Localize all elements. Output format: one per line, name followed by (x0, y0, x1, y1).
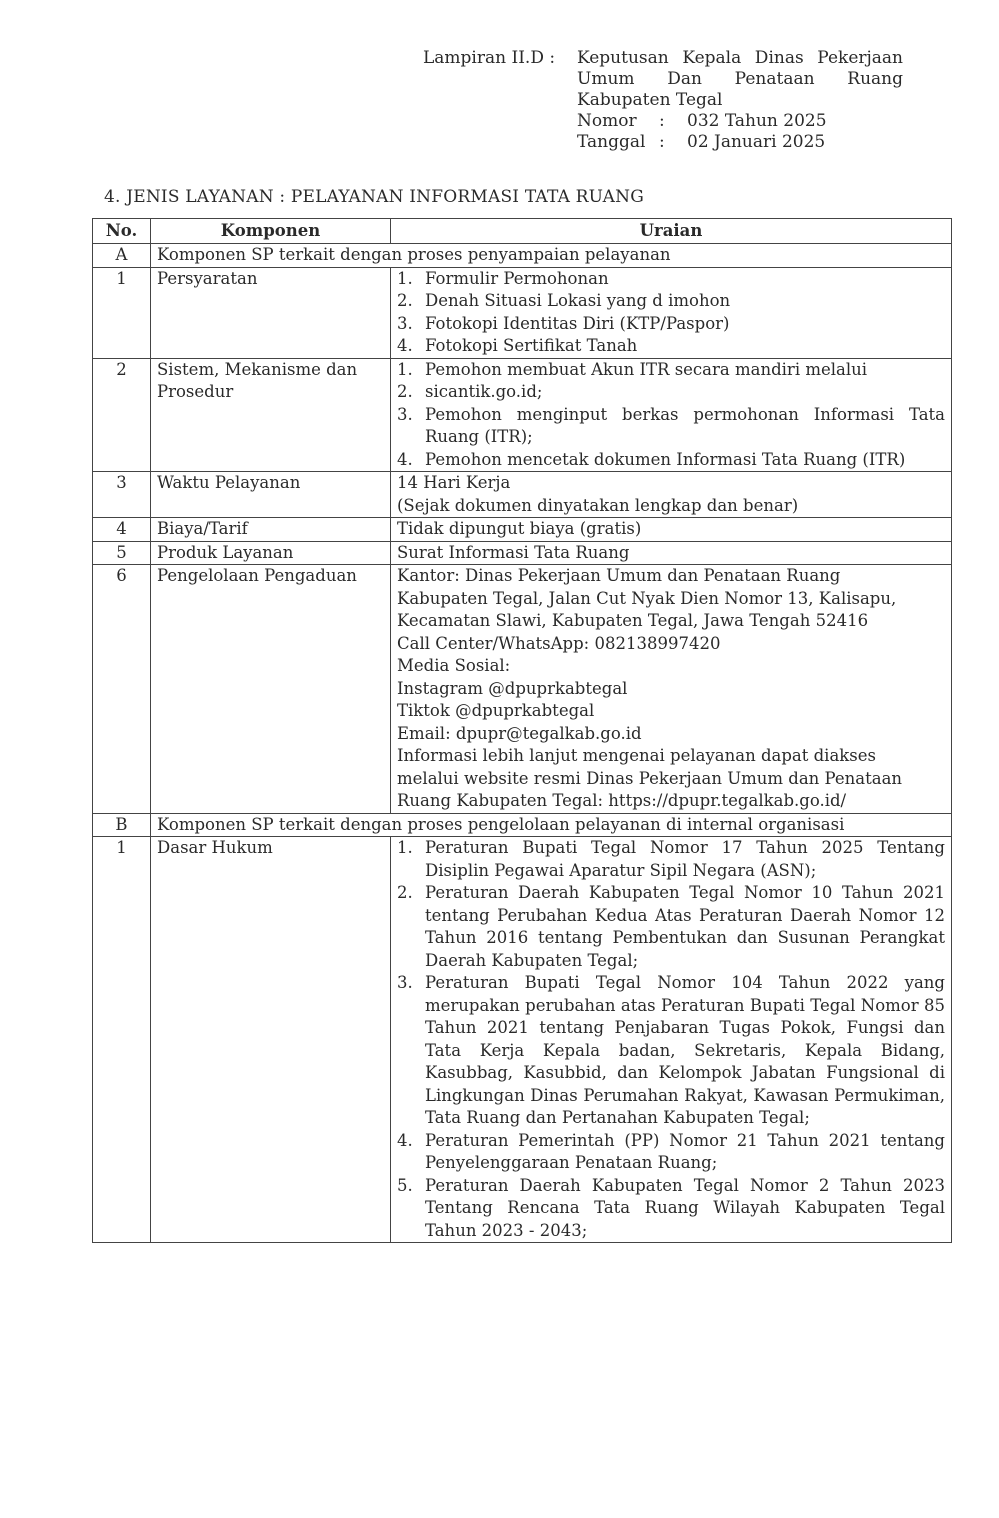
row-number: 2 (93, 358, 151, 472)
list-item-number: 2. (397, 382, 413, 401)
row-number: 5 (93, 541, 151, 565)
uraian-line: Kantor: Dinas Pekerjaan Umum dan Penataan Ruang (397, 566, 841, 585)
list-item-text: Pemohon mencetak dokumen Informasi Tata Ruang (ITR) (425, 449, 906, 469)
uraian-line: Media Sosial: (397, 656, 511, 675)
group-label: Komponen SP terkait dengan proses pengelolaan pelayanan di internal organisasi (151, 813, 952, 837)
uraian-line: Instagram @dpuprkabtegal (397, 678, 628, 698)
list-item-number: 4. (397, 336, 413, 355)
list-item (397, 837, 945, 882)
row-number: 6 (93, 565, 151, 814)
row-komponen: Pengelolaan Pengaduan (151, 565, 391, 814)
row-komponen: Sistem, Mekanisme dan Prosedur (151, 358, 391, 472)
table-row (93, 518, 952, 542)
row-uraian (391, 518, 952, 542)
list-item (397, 1175, 945, 1243)
uraian-line: Ruang Kabupaten Tegal: https://dpupr.tegalkab.go.id/ (397, 791, 847, 810)
list-item-number: 4. (397, 1130, 413, 1150)
row-komponen: Biaya/Tarif (151, 518, 391, 542)
uraian-line: Surat Informasi Tata Ruang (397, 542, 630, 562)
group-row-b (93, 813, 952, 837)
document-header (423, 48, 903, 153)
nomor-value: 032 Tahun 2025 (687, 111, 827, 131)
tanggal-row (423, 132, 903, 153)
list-item-text: Denah Situasi Lokasi yang d imohon (425, 291, 731, 310)
table-row (93, 837, 952, 1243)
table-row (93, 541, 952, 565)
tanggal-label: Tanggal (577, 132, 646, 152)
list-item (397, 359, 945, 382)
list-item-text: sicantik.go.id; (425, 382, 543, 401)
uraian-line: (Sejak dokumen dinyatakan lengkap dan benar) (397, 495, 799, 515)
list-item-number: 2. (397, 883, 413, 902)
table-header-row (93, 219, 952, 244)
tanggal-value: 02 Januari 2025 (687, 132, 826, 152)
list-item-text: Peraturan Pemerintah (PP) Nomor 21 Tahun 2021 tentang Penyelenggaraan Penataan Ruang; (425, 1130, 945, 1172)
row-komponen: Dasar Hukum (151, 837, 391, 1243)
header-uraian: Uraian (391, 219, 952, 244)
list-item-text: Peraturan Daerah Kabupaten Tegal Nomor 10 Tahun 2021 tentang Perubahan Kedua Atas Peraturan Daerah Nomor 12 Tahun 2016 tentang Pembentukan dan Susunan Perangkat Daerah Kabupaten Tegal; (425, 883, 945, 970)
list-item-number: 3. (397, 313, 413, 333)
list-item (397, 290, 945, 313)
header-no: No. (93, 219, 151, 244)
list-item (397, 449, 945, 472)
uraian-line: 14 Hari Kerja (397, 473, 511, 492)
table-row (93, 358, 952, 472)
table-row (93, 565, 952, 814)
row-number: 4 (93, 518, 151, 542)
uraian-list (397, 837, 945, 1242)
row-uraian (391, 565, 952, 814)
uraian-line: Tidak dipungut biaya (gratis) (397, 519, 642, 538)
uraian-line: Kabupaten Tegal, Jalan Cut Nyak Dien Nomor 13, Kalisapu, (397, 588, 897, 608)
list-item-number: 3. (397, 404, 413, 424)
row-uraian (391, 472, 952, 518)
header-komponen: Komponen (151, 219, 391, 244)
list-item-number: 3. (397, 973, 413, 992)
uraian-line: Call Center/WhatsApp: 082138997420 (397, 633, 721, 653)
row-komponen: Persyaratan (151, 267, 391, 358)
row-number: 1 (93, 267, 151, 358)
list-item-text: Fotokopi Identitas Diri (KTP/Paspor) (425, 313, 730, 333)
nomor-colon: : (659, 111, 665, 131)
list-item (397, 972, 945, 1130)
list-item (397, 313, 945, 336)
group-code: B (93, 813, 151, 837)
row-uraian (391, 541, 952, 565)
list-item-text: Fotokopi Sertifikat Tanah (425, 336, 638, 355)
section-title: 4. JENIS LAYANAN : PELAYANAN INFORMASI TATA RUANG (104, 187, 644, 207)
list-item-number: 1. (397, 838, 413, 857)
table-row (93, 472, 952, 518)
uraian-line: Email: dpupr@tegalkab.go.id (397, 723, 642, 743)
header-title-row (423, 48, 903, 111)
group-row-a (93, 244, 952, 268)
service-standard-table (92, 218, 952, 1243)
list-item-text: Peraturan Daerah Kabupaten Tegal Nomor 2 Tahun 2023 Tentang Rencana Tata Ruang Wilayah Kabupaten Tegal Tahun 2023 - 2043; (425, 1175, 945, 1240)
list-item-number: 1. (397, 359, 413, 379)
nomor-label: Nomor (577, 111, 637, 131)
uraian-line: melalui website resmi Dinas Pekerjaan Umum dan Penataan (397, 768, 903, 788)
list-item-text: Formulir Permohonan (425, 268, 609, 288)
list-item-number: 5. (397, 1175, 413, 1195)
list-item (397, 882, 945, 972)
list-item-text: Pemohon membuat Akun ITR secara mandiri melalui (425, 359, 868, 379)
uraian-list (397, 268, 945, 358)
tanggal-colon: : (659, 132, 665, 152)
decree-title: Keputusan Kepala Dinas Pekerjaan Umum Dan Penataan Ruang Kabupaten Tegal (577, 48, 903, 110)
list-item-number: 2. (397, 291, 413, 310)
group-code: A (93, 244, 151, 268)
row-komponen: Waktu Pelayanan (151, 472, 391, 518)
row-number: 3 (93, 472, 151, 518)
list-item (397, 1130, 945, 1175)
nomor-row (423, 111, 903, 132)
table-row (93, 267, 952, 358)
attachment-label: Lampiran II.D : (423, 48, 556, 68)
uraian-line: Informasi lebih lanjut mengenai pelayanan dapat diakses (397, 746, 876, 765)
row-number: 1 (93, 837, 151, 1243)
row-uraian (391, 837, 952, 1243)
row-komponen: Produk Layanan (151, 541, 391, 565)
list-item-number: 4. (397, 449, 413, 469)
group-label: Komponen SP terkait dengan proses penyampaian pelayanan (151, 244, 952, 268)
uraian-list (397, 359, 945, 472)
list-item-text: Peraturan Bupati Tegal Nomor 104 Tahun 2022 yang merupakan perubahan atas Peraturan Bupati Tegal Nomor 85 Tahun 2021 tentang Penjabaran Tugas Pokok, Fungsi dan Tata Kerja Kepala badan, Sekretaris, Kepala Bidang, Kasubbag, Kasubbid, dan Kelompok Jabatan Fungsional di Lingkungan Dinas Perumahan Rakyat, Kawasan Permukiman, Tata Ruang dan Pertanahan Kabupaten Tegal; (425, 973, 945, 1127)
list-item-text: Pemohon menginput berkas permohonan Informasi Tata Ruang (ITR); (425, 404, 945, 446)
list-item (397, 268, 945, 291)
list-item-number: 1. (397, 268, 413, 288)
row-uraian (391, 358, 952, 472)
row-uraian (391, 267, 952, 358)
uraian-line: Kecamatan Slawi, Kabupaten Tegal, Jawa Tengah 52416 (397, 611, 869, 630)
list-item (397, 381, 945, 404)
uraian-line: Tiktok @dpuprkabtegal (397, 701, 595, 720)
list-item (397, 404, 945, 449)
list-item (397, 335, 945, 358)
list-item-text: Peraturan Bupati Tegal Nomor 17 Tahun 2025 Tentang Disiplin Pegawai Aparatur Sipil Negara (ASN); (425, 838, 945, 880)
